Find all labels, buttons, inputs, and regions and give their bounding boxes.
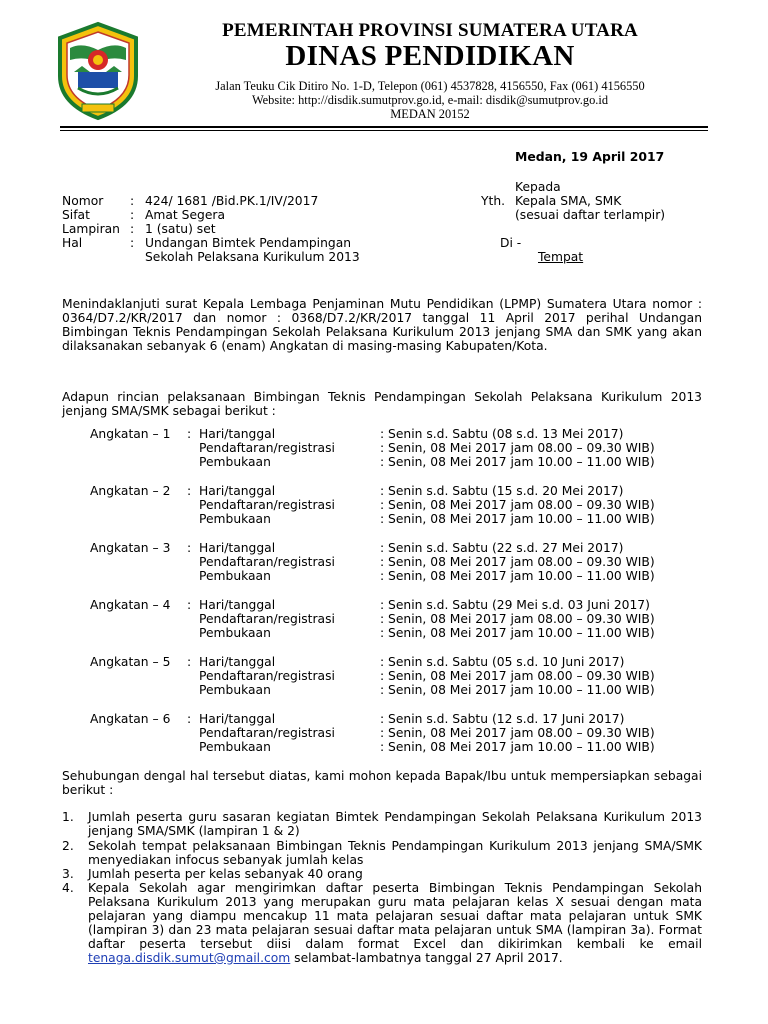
batch-label: Pendaftaran/registrasi [199, 441, 335, 455]
provincial-emblem-icon [52, 20, 144, 122]
batch-value: : Senin, 08 Mei 2017 jam 08.00 – 09.30 WIB) [380, 498, 655, 512]
office-city: MEDAN 20152 [390, 107, 470, 121]
batch-value: : Senin, 08 Mei 2017 jam 08.00 – 09.30 WIB) [380, 555, 655, 569]
batch-value: : Senin, 08 Mei 2017 jam 10.00 – 11.00 WIB) [380, 740, 655, 754]
batch-value: : Senin, 08 Mei 2017 jam 08.00 – 09.30 WIB) [380, 726, 655, 740]
batch-colon: : [187, 427, 192, 441]
batch-value: : Senin, 08 Mei 2017 jam 10.00 – 11.00 WIB) [380, 455, 655, 469]
recipient-line: Kepala SMA, SMK [515, 194, 622, 208]
batch-value: : Senin, 08 Mei 2017 jam 10.00 – 11.00 WIB) [380, 626, 655, 640]
recipient-kepada: Kepada [515, 180, 561, 194]
intro-paragraph: Menindaklanjuti surat Kepala Lembaga Penjaminan Mutu Pendidikan (LPMP) Sumatera Utara nomor : 0364/D7.2/KR/2017 dan nomor : 0368/D7.2/KR/2017 tanggal 11 April 2017 perihal Undangan Bimbingan Teknis Pendampingan Sekolah Pelaksana Kurikulum 2013 jenjang SMA dan SMK yang akan dilaksanakan sebanyak 6 (enam) Angkatan di masing-masing Kabupaten/Kota. [62, 297, 702, 354]
batch-name: Angkatan – 4 [90, 598, 171, 612]
batch-label: Hari/tanggal [199, 427, 276, 441]
batch-label: Pendaftaran/registrasi [199, 669, 335, 683]
meta-label: Lampiran [62, 222, 120, 236]
office-address: Jalan Teuku Cik Ditiro No. 1-D, Telepon (061) 4537828, 4156550, Fax (061) 4156550 [215, 79, 645, 93]
recipient-line: (sesuai daftar terlampir) [515, 208, 666, 222]
batch-label: Hari/tanggal [199, 655, 276, 669]
batch-label: Pendaftaran/registrasi [199, 498, 335, 512]
meta-colon: : [130, 222, 135, 236]
batch-value: : Senin, 08 Mei 2017 jam 08.00 – 09.30 WIB) [380, 612, 655, 626]
list-item: Jumlah peserta per kelas sebanyak 40 orang [88, 867, 363, 881]
government-name: PEMERINTAH PROVINSI SUMATERA UTARA [222, 20, 638, 41]
batch-value: : Senin, 08 Mei 2017 jam 10.00 – 11.00 WIB) [380, 512, 655, 526]
meta-label: Sifat [62, 208, 90, 222]
batch-label: Pendaftaran/registrasi [199, 726, 335, 740]
batch-colon: : [187, 655, 192, 669]
list-number: 2. [62, 839, 74, 853]
batch-label: Pembukaan [199, 455, 271, 469]
meta-label: Nomor [62, 194, 104, 208]
meta-value: Sekolah Pelaksana Kurikulum 2013 [145, 250, 360, 264]
batch-value: : Senin s.d. Sabtu (12 s.d. 17 Juni 2017) [380, 712, 625, 726]
list-number: 1. [62, 810, 74, 824]
letter-date: Medan, 19 April 2017 [515, 149, 665, 164]
batch-colon: : [187, 712, 192, 726]
batch-value: : Senin, 08 Mei 2017 jam 10.00 – 11.00 WIB) [380, 569, 655, 583]
batch-value: : Senin s.d. Sabtu (22 s.d. 27 Mei 2017) [380, 541, 624, 555]
office-website: Website: http://disdik.sumutprov.go.id, e-mail: disdik@sumutprov.go.id [251, 93, 609, 107]
letterhead-rule-thick [60, 126, 708, 128]
list-item-text: Kepala Sekolah agar mengirimkan daftar peserta Bimbingan Teknis Pendampingan Sekolah Pelaksana Kurikulum 2013 yang merupakan guru mata pelajaran kelas X sesuai dengan mata pelajaran yang diampu mencakup 11 mata pelajaran sesuai daftar mata pelajaran untuk SMK (lampiran 3) dan 23 mata pelajaran sesuai daftar mata pelajaran untuk SMA (lampiran 3a). Format daftar peserta tersebut diisi dalam format Excel dan dikirimkan kembali ke email [88, 881, 702, 951]
closing-intro: Sehubungan dengal hal tersebut diatas, kami mohon kepada Bapak/Ibu untuk mempersiapkan sebagai berikut : [62, 769, 702, 798]
meta-colon: : [130, 194, 135, 208]
recipient-di: Di - [500, 236, 522, 250]
meta-value: Undangan Bimtek Pendampingan [145, 236, 352, 250]
batch-name: Angkatan – 2 [90, 484, 171, 498]
meta-value: 1 (satu) set [145, 222, 216, 236]
schedule-intro: Adapun rincian pelaksanaan Bimbingan Teknis Pendampingan Sekolah Pelaksana Kurikulum 2013 jenjang SMA/SMK sebagai berikut : [62, 390, 702, 419]
recipient-yth: Yth. [481, 194, 506, 208]
batch-label: Hari/tanggal [199, 712, 276, 726]
letterhead-rule-thin [60, 130, 708, 131]
meta-value: Amat Segera [145, 208, 225, 222]
meta-colon: : [130, 208, 135, 222]
list-item: Sekolah tempat pelaksanaan Bimbingan Teknis Pendampingan Kurikulum 2013 jenjang SMA/SMK menyediakan infocus sebanyak jumlah kelas [88, 839, 702, 867]
contact-email-link[interactable]: tenaga.disdik.sumut@gmail.com [88, 951, 291, 965]
batch-value: : Senin, 08 Mei 2017 jam 08.00 – 09.30 WIB) [380, 669, 655, 683]
batch-colon: : [187, 484, 192, 498]
batch-label: Hari/tanggal [199, 598, 276, 612]
batch-name: Angkatan – 5 [90, 655, 171, 669]
batch-label: Pembukaan [199, 569, 271, 583]
meta-colon: : [130, 236, 135, 250]
batch-name: Angkatan – 1 [90, 427, 171, 441]
batch-label: Pembukaan [199, 626, 271, 640]
batch-label: Pendaftaran/registrasi [199, 612, 335, 626]
batch-label: Pendaftaran/registrasi [199, 555, 335, 569]
batch-value: : Senin s.d. Sabtu (05 s.d. 10 Juni 2017) [380, 655, 625, 669]
list-number: 4. [62, 881, 74, 895]
list-item [88, 881, 702, 965]
batch-label: Hari/tanggal [199, 541, 276, 555]
batch-value: : Senin, 08 Mei 2017 jam 08.00 – 09.30 WIB) [380, 441, 655, 455]
batch-colon: : [187, 541, 192, 555]
recipient-tempat: Tempat [538, 250, 584, 264]
meta-value: 424/ 1681 /Bid.PK.1/IV/2017 [145, 194, 319, 208]
batch-label: Hari/tanggal [199, 484, 276, 498]
batch-name: Angkatan – 3 [90, 541, 171, 555]
batch-value: : Senin s.d. Sabtu (08 s.d. 13 Mei 2017) [380, 427, 624, 441]
batch-name: Angkatan – 6 [90, 712, 171, 726]
batch-label: Pembukaan [199, 512, 271, 526]
batch-label: Pembukaan [199, 683, 271, 697]
meta-label: Hal [62, 236, 83, 250]
list-item: Jumlah peserta guru sasaran kegiatan Bimtek Pendampingan Sekolah Pelaksana Kurikulum 2013 jenjang SMA/SMK (lampiran 1 & 2) [88, 810, 702, 838]
batch-value: : Senin s.d. Sabtu (15 s.d. 20 Mei 2017) [380, 484, 624, 498]
department-name: DINAS PENDIDIKAN [285, 40, 575, 72]
list-item-tail: selambat-lambatnya tanggal 27 April 2017. [290, 951, 563, 965]
list-number: 3. [62, 867, 74, 881]
batch-value: : Senin s.d. Sabtu (29 Mei s.d. 03 Juni 2017) [380, 598, 650, 612]
batch-value: : Senin, 08 Mei 2017 jam 10.00 – 11.00 WIB) [380, 683, 655, 697]
batch-colon: : [187, 598, 192, 612]
batch-label: Pembukaan [199, 740, 271, 754]
